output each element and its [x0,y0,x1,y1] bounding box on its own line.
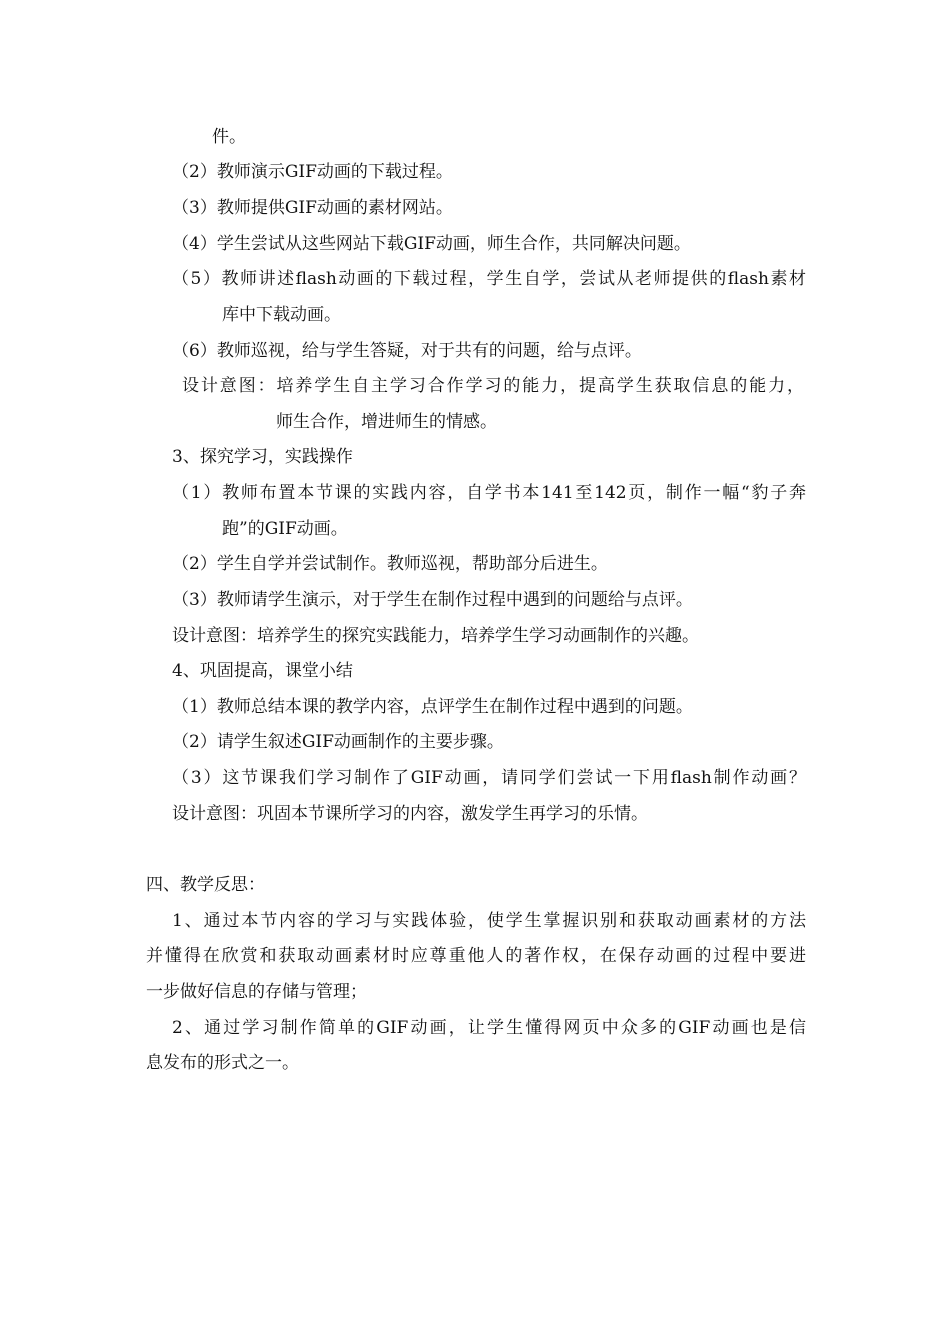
section-heading: 四、教学反思： [146,875,265,895]
text-line: （2）学生自学并尝试制作。教师巡视，帮助部分后进生。 [172,554,608,574]
text-line: 师生合作，增进师生的情感。 [276,412,497,432]
text-line: 设计意图：培养学生自主学习合作学习的能力，提高学生获取信息的能力， [182,376,804,396]
text-line: 件。 [212,127,246,147]
text-line: 1、通过本节内容的学习与实践体验，使学生掌握识别和获取动画素材的方法 [172,911,806,931]
text-line: （5）教师讲述flash动画的下载过程，学生自学，尝试从老师提供的flash素材 [172,269,806,289]
text-line: （6）教师巡视，给与学生答疑，对于共有的问题，给与点评。 [172,341,642,361]
text-line: （1）教师总结本课的教学内容，点评学生在制作过程中遇到的问题。 [172,697,693,717]
text-line: （1）教师布置本节课的实践内容，自学书本141至142页，制作一幅“豹子奔 [172,483,806,503]
section-heading: 4、巩固提高，课堂小结 [172,661,353,681]
text-line: （4）学生尝试从这些网站下载GIF动画，师生合作，共同解决问题。 [172,234,691,254]
text-line: 一步做好信息的存储与管理； [146,982,367,1002]
text-line: （3）教师提供GIF动画的素材网站。 [172,198,453,218]
text-line: 设计意图：巩固本节课所学习的内容，激发学生再学习的乐情。 [172,804,648,824]
text-line: （2）教师演示GIF动画的下载过程。 [172,162,453,182]
text-line: （3）教师请学生演示，对于学生在制作过程中遇到的问题给与点评。 [172,590,693,610]
text-line: 并懂得在欣赏和获取动画素材时应尊重他人的著作权，在保存动画的过程中要进 [146,946,806,966]
text-line: 库中下载动画。 [222,305,341,325]
text-line: 跑”的GIF动画。 [222,519,348,539]
text-line: （2）请学生叙述GIF动画制作的主要步骤。 [172,732,504,752]
text-line: 2、通过学习制作简单的GIF动画，让学生懂得网页中众多的GIF动画也是信 [172,1018,806,1038]
section-heading: 3、探究学习，实践操作 [172,447,353,467]
text-line: 息发布的形式之一。 [146,1053,299,1073]
text-line: （3）这节课我们学习制作了GIF动画，请同学们尝试一下用flash制作动画？ [172,768,806,788]
text-line: 设计意图：培养学生的探究实践能力，培养学生学习动画制作的兴趣。 [172,626,699,646]
